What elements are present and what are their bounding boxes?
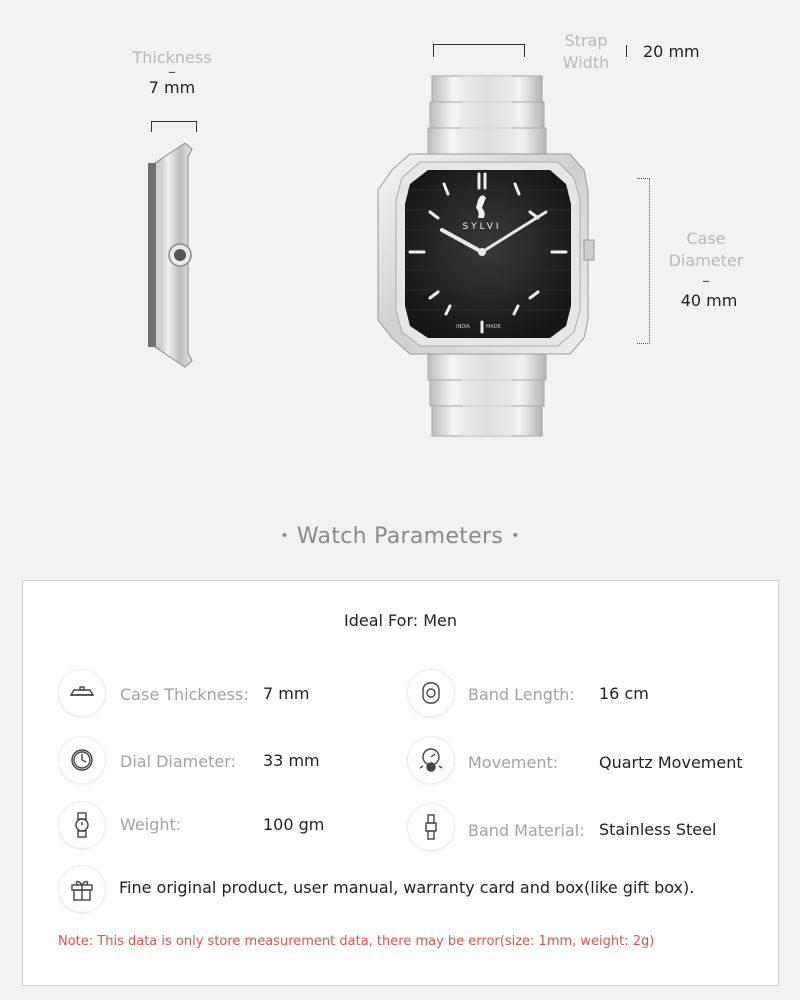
case-diameter-bracket <box>637 178 650 344</box>
spec-key-dial-diameter: Dial Diameter: <box>120 752 236 771</box>
dial-brand: SYLVI <box>462 222 502 232</box>
spec-key-band-length: Band Length: <box>468 685 575 704</box>
strap-label-line1: Strap <box>564 31 608 50</box>
spec-value-band-material: Stainless Steel <box>599 820 717 839</box>
section-title-text: Watch Parameters <box>296 524 504 549</box>
spec-value-dial-diameter: 33 mm <box>263 751 320 770</box>
gift-box-icon <box>59 866 105 912</box>
dial-text-left: INDIA <box>456 324 470 330</box>
spec-value-weight: 100 gm <box>263 815 325 834</box>
strap-width-bracket <box>433 44 525 57</box>
spec-value-case-thickness: 7 mm <box>263 684 310 703</box>
thickness-dash: – <box>168 62 176 81</box>
spec-key-movement: Movement: <box>468 753 559 772</box>
parameters-card <box>22 580 779 986</box>
spec-key-weight: Weight: <box>120 815 182 834</box>
case-label-line2: Diameter <box>668 251 744 270</box>
title-dot-left: • <box>280 528 289 544</box>
thickness-bracket <box>151 121 197 132</box>
ideal-for <box>23 611 778 630</box>
watch-weight-icon <box>59 802 105 848</box>
measurement-note: Note: This data is only store measurement data, there may be error(size: 1mm, weight: 2g) <box>58 934 655 949</box>
case-label-line1: Case <box>686 229 726 248</box>
ideal-for-value: Men <box>423 611 458 630</box>
dial-text-right: MADE <box>486 324 501 330</box>
thickness-label: Thickness <box>132 48 212 67</box>
spec-value-band-length: 16 cm <box>599 684 649 703</box>
spec-key-band-material: Band Material: <box>468 821 585 840</box>
band-length-icon <box>408 670 454 716</box>
ideal-for-label: Ideal For: <box>343 611 419 630</box>
case-thickness-icon <box>59 670 105 716</box>
title-dot-right: • <box>511 528 520 544</box>
movement-gear-icon <box>408 737 454 783</box>
case-value: 40 mm <box>680 291 738 310</box>
section-title <box>0 524 800 549</box>
spec-key-case-thickness: Case Thickness: <box>120 685 249 704</box>
package-contents: Fine original product, user manual, warranty card and box(like gift box). <box>119 878 695 897</box>
strap-value: 20 mm <box>643 42 700 61</box>
clock-icon <box>59 737 105 783</box>
strap-separator <box>626 45 627 57</box>
watch-side-view <box>130 135 220 375</box>
case-dash: – <box>702 271 710 290</box>
band-material-icon <box>408 804 454 850</box>
spec-value-movement: Quartz Movement <box>599 753 743 772</box>
watch-front-view <box>370 70 610 450</box>
strap-label-line2: Width <box>562 53 610 72</box>
thickness-value: 7 mm <box>148 78 196 97</box>
